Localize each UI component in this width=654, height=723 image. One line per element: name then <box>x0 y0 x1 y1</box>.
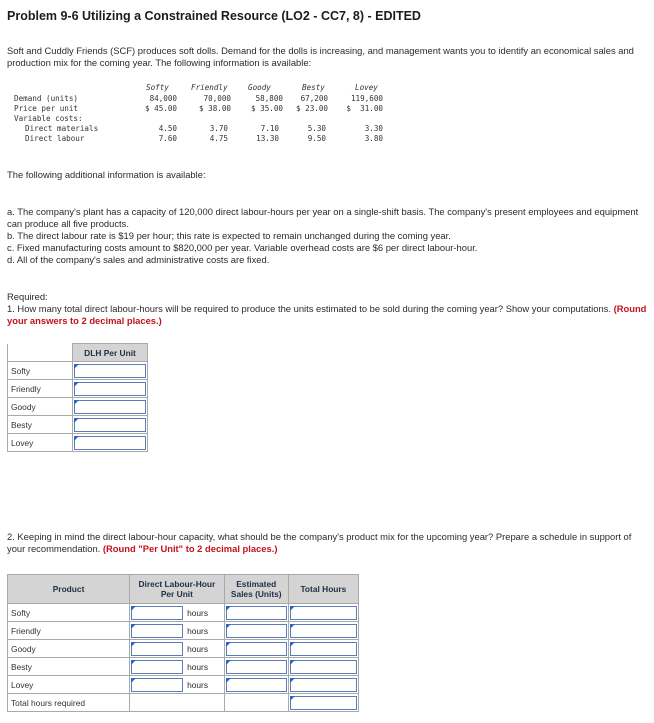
header-line: Estimated <box>236 579 277 589</box>
lovey-total-input[interactable] <box>290 678 357 692</box>
total-hours-input[interactable] <box>290 696 357 710</box>
product-mix-table <box>7 574 359 712</box>
intro-paragraph: Soft and Cuddly Friends (SCF) produces soft dolls. Demand for the dolls is increasing, and management wants you to identify an economical sales and production mix for the coming year. The following information is available: <box>7 45 634 68</box>
cell: $ 45.00 <box>144 104 177 113</box>
cell: $ 38.00 <box>198 104 231 113</box>
product-label: Friendly <box>8 622 130 640</box>
additional-item-a: a. The company's plant has a capacity of 120,000 direct labour-hours per year on a single-shift basis. The company's present employees and equipment can produce all five products. <box>7 206 639 229</box>
header-line: Per Unit <box>160 589 193 599</box>
hours-unit: hours <box>187 679 209 690</box>
softy-dlh-input[interactable] <box>131 606 183 620</box>
total-hours-label: Total hours required <box>8 694 130 712</box>
cell: 4.50 <box>158 124 177 133</box>
row-label-demand: Demand (units) <box>14 94 79 103</box>
cell: $ 31.00 <box>346 104 383 113</box>
hours-unit: hours <box>187 607 209 618</box>
product-label: Lovey <box>8 434 73 452</box>
goody-dlh-input[interactable] <box>131 642 183 656</box>
additional-item-c: c. Fixed manufacturing costs amount to $820,000 per year. Variable overhead costs are $6 per direct labour-hour. <box>7 242 478 253</box>
product-label: Besty <box>8 658 130 676</box>
product-label: Friendly <box>8 380 73 398</box>
header-goody: Goody <box>248 83 271 92</box>
besty-sales-input[interactable] <box>226 660 287 674</box>
header-line: Direct Labour-Hour <box>138 579 216 589</box>
dlh-per-unit-header <box>130 575 225 604</box>
row-label-dm: Direct materials <box>25 124 99 133</box>
lovey-dlh-input[interactable] <box>74 436 146 450</box>
data-table <box>0 0 654 160</box>
row-label-price: Price per unit <box>14 104 79 113</box>
besty-dlh-input[interactable] <box>74 418 146 432</box>
cell: 13.30 <box>256 134 279 143</box>
cell: 58,800 <box>255 94 283 103</box>
cell: 70,000 <box>203 94 231 103</box>
cell: 9.50 <box>307 134 326 143</box>
dlh-per-unit-header: DLH Per Unit <box>73 344 148 362</box>
softy-sales-input[interactable] <box>226 606 287 620</box>
friendly-total-input[interactable] <box>290 624 357 638</box>
friendly-sales-input[interactable] <box>226 624 287 638</box>
lovey-dlh-input[interactable] <box>131 678 183 692</box>
cell: 84,000 <box>149 94 177 103</box>
cell: $ 35.00 <box>250 104 283 113</box>
additional-item-d: d. All of the company's sales and administrative costs are fixed. <box>7 254 270 265</box>
friendly-dlh-input[interactable] <box>131 624 183 638</box>
cell: 3.70 <box>209 124 228 133</box>
hours-unit: hours <box>187 643 209 654</box>
page-title: Problem 9-6 Utilizing a Constrained Resource (LO2 - CC7, 8) - EDITED <box>7 9 421 23</box>
additional-list <box>7 206 639 266</box>
cell: 3.80 <box>364 134 383 143</box>
cell: $ 23.00 <box>295 104 328 113</box>
cell: 3.30 <box>364 124 383 133</box>
goody-total-input[interactable] <box>290 642 357 656</box>
question-1-text: 1. How many total direct labour-hours will be required to produce the units estimated to be sold during the coming year? Show your computations. <box>7 303 611 314</box>
header-lovey: Lovey <box>355 83 378 92</box>
besty-total-input[interactable] <box>290 660 357 674</box>
additional-intro: The following additional information is available: <box>7 169 206 180</box>
question-2 <box>7 531 647 555</box>
softy-dlh-input[interactable] <box>74 364 146 378</box>
hours-unit: hours <box>187 661 209 672</box>
dlh-per-unit-table <box>7 343 148 452</box>
cell: 7.10 <box>260 124 279 133</box>
cell: 4.75 <box>209 134 228 143</box>
cell: 67,200 <box>300 94 328 103</box>
besty-dlh-input[interactable] <box>131 660 183 674</box>
hours-unit: hours <box>187 625 209 636</box>
header-besty: Besty <box>302 83 325 92</box>
cell: 7.60 <box>158 134 177 143</box>
row-label-dl: Direct labour <box>25 134 85 143</box>
product-label: Goody <box>8 398 73 416</box>
header-softy: Softy <box>146 83 169 92</box>
cell: 5.30 <box>307 124 326 133</box>
product-label: Goody <box>8 640 130 658</box>
product-header: Product <box>8 575 130 604</box>
product-label: Softy <box>8 604 130 622</box>
goody-sales-input[interactable] <box>226 642 287 656</box>
additional-item-b: b. The direct labour rate is $19 per hour; this rate is expected to remain unchanged during the coming year. <box>7 230 451 241</box>
row-label-variable: Variable costs: <box>14 114 83 123</box>
required-label: Required: <box>7 291 48 302</box>
total-hours-header: Total Hours <box>288 575 358 604</box>
estimated-sales-header <box>224 575 288 604</box>
friendly-dlh-input[interactable] <box>74 382 146 396</box>
softy-total-input[interactable] <box>290 606 357 620</box>
question-2-text: 2. Keeping in mind the direct labour-hour capacity, what should be the company's product mix for the upcoming year? Prepare a schedule in support of your recommendation. <box>7 531 632 554</box>
header-friendly: Friendly <box>191 83 228 92</box>
empty-cell <box>130 694 225 712</box>
question-1-note: (Round your answers to 2 decimal places.) <box>7 303 647 326</box>
empty-cell <box>224 694 288 712</box>
question-2-note: (Round "Per Unit" to 2 decimal places.) <box>102 543 278 554</box>
lovey-sales-input[interactable] <box>226 678 287 692</box>
product-label: Besty <box>8 416 73 434</box>
product-label: Lovey <box>8 676 130 694</box>
product-label: Softy <box>8 362 73 380</box>
goody-dlh-input[interactable] <box>74 400 146 414</box>
cell: 119,600 <box>350 94 383 103</box>
empty-header-cell <box>8 344 73 362</box>
header-line: Sales (Units) <box>230 589 282 599</box>
required-section <box>7 291 647 327</box>
